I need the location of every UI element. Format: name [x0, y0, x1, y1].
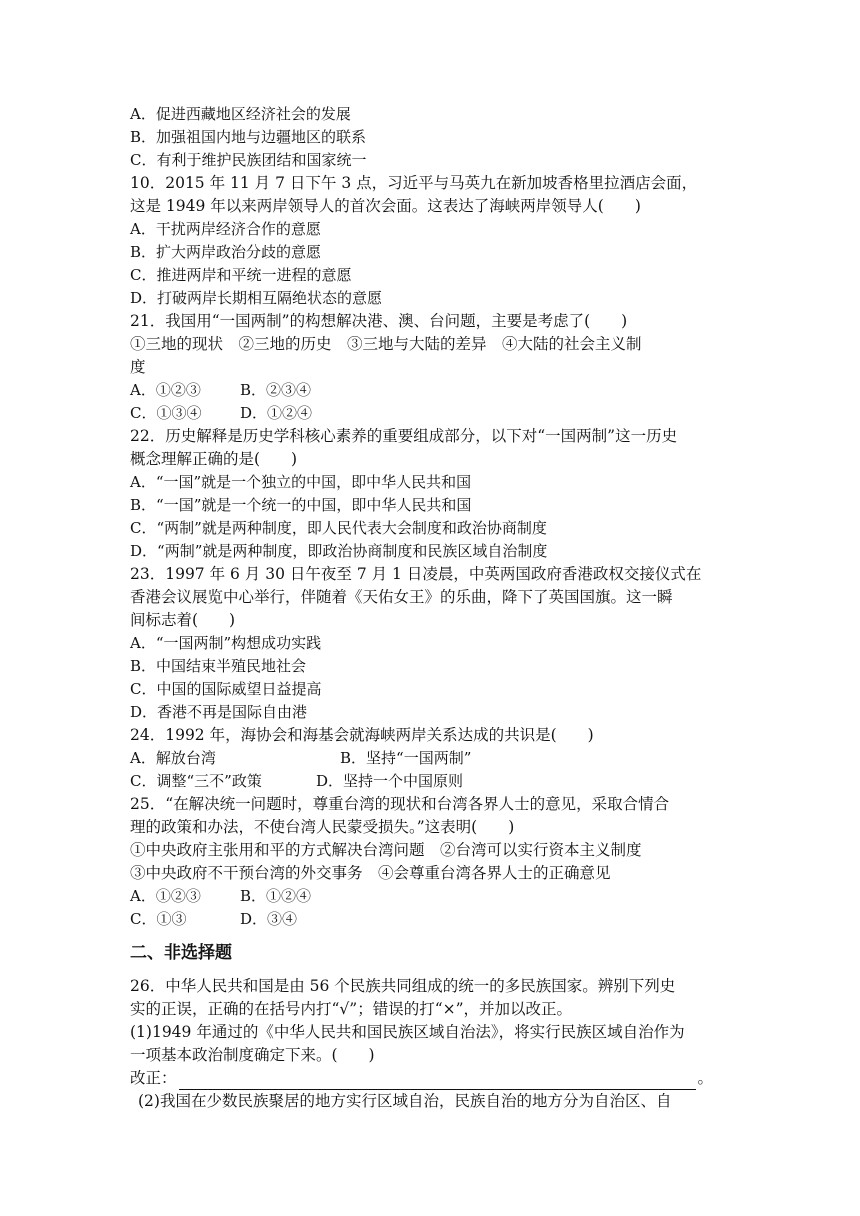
- q10-option-a: A．干扰两岸经济合作的意愿: [130, 220, 321, 238]
- q23-option-d: D．香港不再是国际自由港: [130, 703, 308, 721]
- q21-options-row-2: [130, 402, 730, 425]
- q25-stem-line-1: 25．“在解决统一问题时，尊重台湾的现状和台湾各界人士的意见，采取合情合: [130, 795, 670, 813]
- exam-page: [130, 103, 730, 1113]
- q21-option-b: B．②③④: [240, 381, 312, 399]
- section-title-non-choice: 二、非选择题: [130, 943, 232, 963]
- q25-items-line-2: ③中央政府不干预台湾的外交事务 ④会尊重台湾各界人士的正确意见: [130, 864, 611, 882]
- q21-items-line-2: 度: [130, 358, 146, 376]
- q22-option-d: D．“两制”就是两种制度，即政治协商制度和民族区域自治制度: [130, 542, 548, 560]
- q22-stem-line-1: 22．历史解释是历史学科核心素养的重要组成部分，以下对“一国两制”这一历史: [130, 427, 678, 445]
- q22-option-b: B．“一国”就是一个统一的中国，即中华人民共和国: [130, 496, 472, 514]
- q26-stem-line-2: 实的正误，正确的在括号内打“√”；错误的打“×”，并加以改正。: [130, 1000, 573, 1018]
- q23-stem-line-3: 间标志着( ): [130, 611, 236, 629]
- q21-option-c: C．①③④: [130, 404, 202, 422]
- q9-option-b: B．加强祖国内地与边疆地区的联系: [130, 128, 367, 146]
- q24-options-row-1: [130, 747, 730, 770]
- q25-option-a: A．①②③: [130, 887, 201, 905]
- q22-option-c: C．“两制”就是两种制度，即人民代表大会制度和政治协商制度: [130, 519, 547, 537]
- q9-option-c: C．有利于维护民族团结和国家统一: [130, 151, 367, 169]
- q26-part2-line-1: (2)我国在少数民族聚居的地方实行区域自治，民族自治的地方分为自治区、自: [138, 1092, 672, 1110]
- q21-items-line-1: ①三地的现状 ②三地的历史 ③三地与大陆的差异 ④大陆的社会主义制: [130, 335, 642, 353]
- q23-option-a: A．“一国两制”构想成功实践: [130, 634, 322, 652]
- q26-correction-end: 。: [697, 1069, 714, 1087]
- q23-stem-line-1: 23．1997 年 6 月 30 日午夜至 7 月 1 日凌晨，中英两国政府香港政权交接仪式在: [130, 565, 702, 583]
- q21-option-a: A．①②③: [130, 381, 201, 399]
- q24-option-c: C．调整“三不”政策: [130, 772, 262, 790]
- q26-part1-line-1: (1)1949 年通过的《中华人民共和国民族区域自治法》，将实行民族区域自治作为: [130, 1023, 685, 1041]
- q23-option-b: B．中国结束半殖民地社会: [130, 657, 307, 675]
- q24-stem: 24．1992 年，海协会和海基会就海峡两岸关系达成的共识是( ): [130, 726, 594, 744]
- q25-option-b: B．①②④: [240, 887, 312, 905]
- q21-option-d: D．①②④: [240, 404, 313, 422]
- q25-items-line-1: ①中央政府主张用和平的方式解决台湾问题 ②台湾可以实行资本主义制度: [130, 841, 642, 859]
- q24-option-d: D．坚持一个中国原则: [316, 772, 464, 790]
- q26-correction-label: 改正：: [130, 1069, 177, 1087]
- q21-options-row-1: [130, 379, 730, 402]
- q24-option-a: A．解放台湾: [130, 749, 216, 767]
- q21-stem: 21．我国用“一国两制”的构想解决港、澳、台问题，主要是考虑了( ): [130, 312, 628, 330]
- q26-correction-row: [130, 1067, 730, 1090]
- q24-options-row-2: [130, 770, 730, 793]
- q23-option-c: C．中国的国际威望日益提高: [130, 680, 322, 698]
- q25-options-row-1: [130, 885, 730, 908]
- q10-option-c: C．推进两岸和平统一进程的意愿: [130, 266, 352, 284]
- q9-option-a: A．促进西藏地区经济社会的发展: [130, 105, 351, 123]
- q25-stem-line-2: 理的政策和办法，不使台湾人民蒙受损失。”这表明( ): [130, 818, 515, 836]
- q26-part1-line-2: 一项基本政治制度确定下来。( ): [130, 1046, 375, 1064]
- q10-option-d: D．打破两岸长期相互隔绝状态的意愿: [130, 289, 383, 307]
- q10-stem-line-1: 10．2015 年 11 月 7 日下午 3 点，习近平与马英九在新加坡香格里拉酒店会面，: [130, 174, 698, 192]
- q26-stem-line-1: 26．中华人民共和国是由 56 个民族共同组成的统一的多民族国家。辨别下列史: [130, 977, 676, 995]
- q10-stem-line-2: 这是 1949 年以来两岸领导人的首次会面。这表达了海峡两岸领导人( ): [130, 197, 641, 215]
- q26-correction-blank[interactable]: [179, 1072, 696, 1090]
- q22-option-a: A．“一国”就是一个独立的中国，即中华人民共和国: [130, 473, 472, 491]
- q22-stem-line-2: 概念理解正确的是( ): [130, 450, 298, 468]
- q24-option-b: B．坚持“一国两制”: [340, 749, 472, 767]
- q25-option-c: C．①③: [130, 910, 187, 928]
- q23-stem-line-2: 香港会议展览中心举行，伴随着《天佑女王》的乐曲，降下了英国国旗。这一瞬: [130, 588, 673, 606]
- q25-option-d: D．③④: [240, 910, 298, 928]
- q10-option-b: B．扩大两岸政治分歧的意愿: [130, 243, 322, 261]
- q25-options-row-2: [130, 908, 730, 931]
